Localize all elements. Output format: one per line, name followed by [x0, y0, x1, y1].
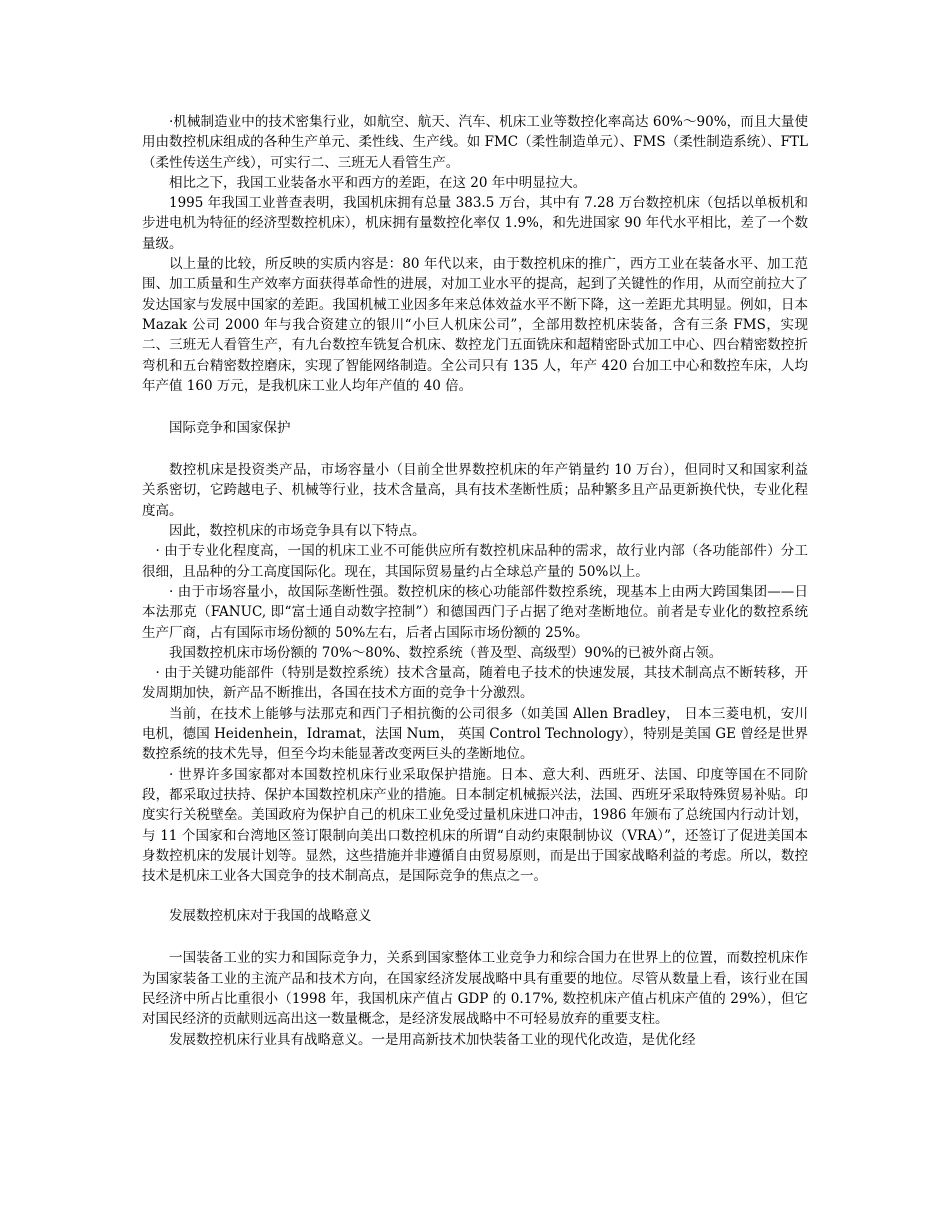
- intro-section: [142, 112, 808, 396]
- bullet-paragraph: · 由于专业化程度高，一国的机床工业不可能供应所有数控机床品种的需求，故行业内部（各功能部件）分工很细，且品种的分工高度国际化。现在，其国际贸易量约占全球总产量的 50%以上。: [142, 543, 808, 580]
- section-heading: 发展数控机床对于我国的战略意义: [169, 908, 372, 925]
- paragraph: 以上量的比较，所反映的实质内容是：80 年代以来，由于数控机床的推广，西方工业在装备水平、加工范围、加工质量和生产效率方面获得革命性的进展，对加工业水平的提高，起到了关键性的作用，从而空前拉大了发达国家与发展中国家的差距。我国机械工业因多年来总体效益水平不断下降，这一差距尤其明显。例如，日本 Mazak 公司 2000 年与我合资建立的银川“小巨人机床公司”，全部用数控机床装备，含有三条 FMS，实现二、三班无人看管生产，有九台数控车铣复合机床、数控龙门五面铣床和超精密卧式加工中心、四台精密数控折弯机和五台精密数控磨床，实现了智能网络制造。全公司只有 135 人，年产 420 台加工中心和数控车床，人均年产值 160 万元，是我机床工业人均年产值的 40 倍。: [142, 256, 808, 394]
- paragraph: 相比之下，我国工业装备水平和西方的差距，在这 20 年中明显拉大。: [169, 174, 587, 191]
- bullet-paragraph: · 由于关键功能部件（特别是数控系统）技术含量高，随着电子技术的快速发展，其技术制高点不断转移，开发周期加快，新产品不断推出，各国在技术方面的竞争十分激烈。: [142, 665, 808, 702]
- document-body: [142, 112, 808, 1050]
- paragraph: 1995 年我国工业普查表明，我国机床拥有总量 383.5 万台，其中有 7.28 万台数控机床（包括以单板机和步进电机为特征的经济型数控机床），机床拥有量数控化率仅 1.9%，和先进国家 90 年代水平相比，差了一个数量级。: [142, 195, 808, 252]
- paragraph: ·机械制造业中的技术密集行业，如航空、航天、汽车、机床工业等数控化率高达 60%～90%，而且大量使用由数控机床组成的各种生产单元、柔性线、生产线。如 FMC（柔性制造单元）、FMS（柔性制造系统）、FTL（柔性传送生产线），可实行二、三班无人看管生产。: [142, 114, 808, 171]
- paragraph: 我国数控机床市场份额的 70%～80%、数控系统（普及型、高级型）90%的已被外商占领。: [169, 644, 723, 661]
- paragraph: 发展数控机床行业具有战略意义。一是用高新技术加快装备工业的现代化改造，是优化经: [169, 1031, 696, 1048]
- paragraph: 一国装备工业的实力和国际竞争力，关系到国家整体工业竞争力和综合国力在世界上的位置，而数控机床作为国家装备工业的主流产品和技术方向，在国家经济发展战略中具有重要的地位。尽管从数量上看，该行业在国民经济中所占比重很小（1998 年，我国机床产值占 GDP 的 0.17%, 数控机床产值占机床产值的 29%），但它对国民经济的贡献则远高出这一数量概念，是经济发展战略中不可轻易放弃的重要支柱。: [142, 950, 808, 1028]
- paragraph: 因此，数控机床的市场竞争具有以下特点。: [169, 523, 426, 540]
- bullet-paragraph: · 由于市场容量小，故国际垄断性强。数控机床的核心功能部件数控系统，现基本上由两大跨国集团——日本法那克（FANUC, 即“富士通自动数字控制”）和德国西门子占据了绝对垄断地位。前者是专业化的数控系统生产厂商，占有国际市场份额的 50%左右，后者占国际市场份额的 25%。: [142, 583, 808, 641]
- competition-section: [142, 418, 808, 886]
- section-heading: 国际竞争和国家保护: [169, 420, 291, 437]
- paragraph: 数控机床是投资类产品，市场容量小（目前全世界数控机床的年产销量约 10 万台），但同时又和国家利益关系密切，它跨越电子、机械等行业，技术含量高，具有技术垄断性质；品种繁多且产品更新换代快，专业化程度高。: [142, 462, 808, 519]
- bullet-paragraph: · 世界许多国家都对本国数控机床行业采取保护措施。日本、意大利、西班牙、法国、印度等国在不同阶段，都采取过扶持、保护本国数控机床产业的措施。日本制定机械振兴法，法国、西班牙采取特殊贸易补贴。印度实行关税壁垒。美国政府为保护自己的机床工业免受过量机床进口冲击，1986 年颁布了总统国内行动计划，与 11 个国家和台湾地区签订限制向美出口数控机床的所谓“自动约束限制协议（VRA）”，还签订了促进美国本身数控机床的发展计划等。显然，这些措施并非遵循自由贸易原则，而是出于国家战略利益的考虑。所以，数控技术是机床工业各大国竞争的技术制高点，是国际竞争的焦点之一。: [142, 766, 808, 885]
- paragraph: 当前，在技术上能够与法那克和西门子相抗衡的公司很多（如美国 Allen Bradley， 日本三菱电机，安川电机，德国 Heidenhein，Idramat，法国 Num， 英国 Control Technology），特别是美国 GE 曾经是世界数控系统的技术先导，但至今均未能显著改变两巨头的垄断地位。: [142, 705, 808, 763]
- strategy-section: [142, 906, 808, 1049]
